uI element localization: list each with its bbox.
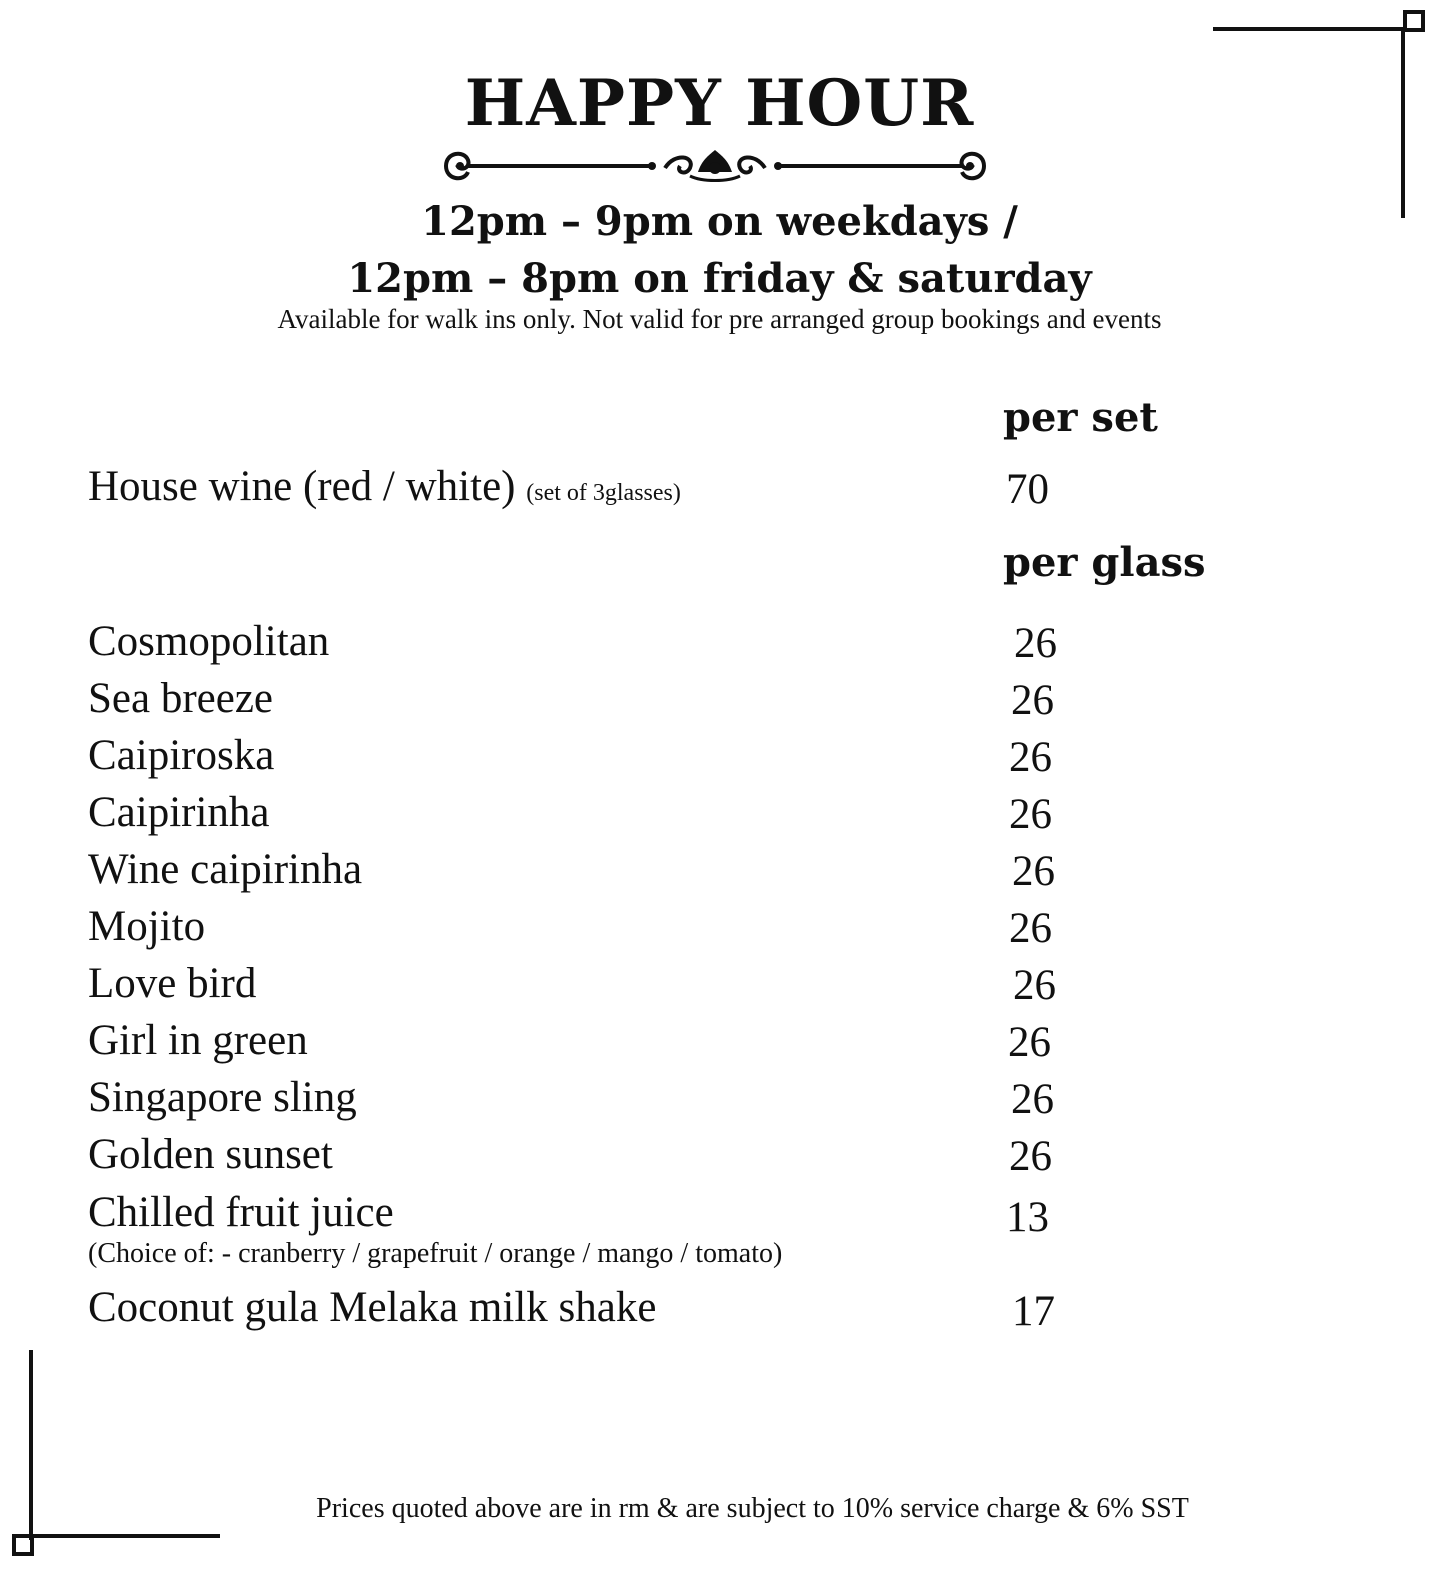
- item-price: 26: [1013, 962, 1056, 1009]
- hours-weekend: 12pm – 8pm on friday & saturday: [347, 255, 1092, 302]
- item-price: 26: [1008, 1019, 1051, 1066]
- page-title: HAPPY HOUR: [464, 66, 975, 141]
- corner-frame-bottom-left: [0, 1340, 230, 1574]
- item-price: 17: [1012, 1288, 1055, 1335]
- price-footnote: Prices quoted above are in rm & are subject to 10% service charge & 6% SST: [316, 1493, 1189, 1524]
- item-price: 26: [1014, 620, 1057, 667]
- per-glass-heading: per glass: [1003, 539, 1206, 586]
- item-price: 26: [1011, 677, 1054, 724]
- item-detail: (Choice of: - cranberry / grapefruit / orange / mango / tomato): [88, 1238, 783, 1269]
- menu-item: Singapore sling: [88, 1074, 357, 1121]
- menu-item: Golden sunset: [88, 1131, 333, 1178]
- item-detail: (set of 3glasses): [526, 480, 681, 506]
- hours-weekdays: 12pm – 9pm on weekdays /: [421, 198, 1018, 245]
- flourish-ornament: [440, 142, 990, 192]
- item-price: 70: [1006, 466, 1049, 513]
- item-price: 26: [1011, 1076, 1054, 1123]
- item-price: 26: [1009, 905, 1052, 952]
- availability-note: Available for walk ins only. Not valid for pre arranged group bookings and events: [277, 304, 1162, 334]
- menu-item: Girl in green: [88, 1017, 308, 1064]
- menu-item: Coconut gula Melaka milk shake: [88, 1284, 657, 1331]
- item-price: 13: [1006, 1194, 1049, 1241]
- menu-item: Mojito: [88, 903, 206, 950]
- menu-item-house-wine: [88, 465, 681, 508]
- item-name: House wine (red / white): [88, 463, 516, 510]
- menu-item: Caipiroska: [88, 732, 275, 779]
- item-price: 26: [1009, 791, 1052, 838]
- item-price: 26: [1012, 848, 1055, 895]
- per-set-heading: per set: [1003, 394, 1158, 441]
- menu-item: Love bird: [88, 960, 257, 1007]
- menu-item: Sea breeze: [88, 675, 273, 722]
- menu-item: Caipirinha: [88, 789, 270, 836]
- item-price: 26: [1009, 1133, 1052, 1180]
- menu-item: Cosmopolitan: [88, 618, 330, 665]
- item-price: 26: [1009, 734, 1052, 781]
- menu-item: Chilled fruit juice: [88, 1189, 394, 1236]
- menu-item: Wine caipirinha: [88, 846, 363, 893]
